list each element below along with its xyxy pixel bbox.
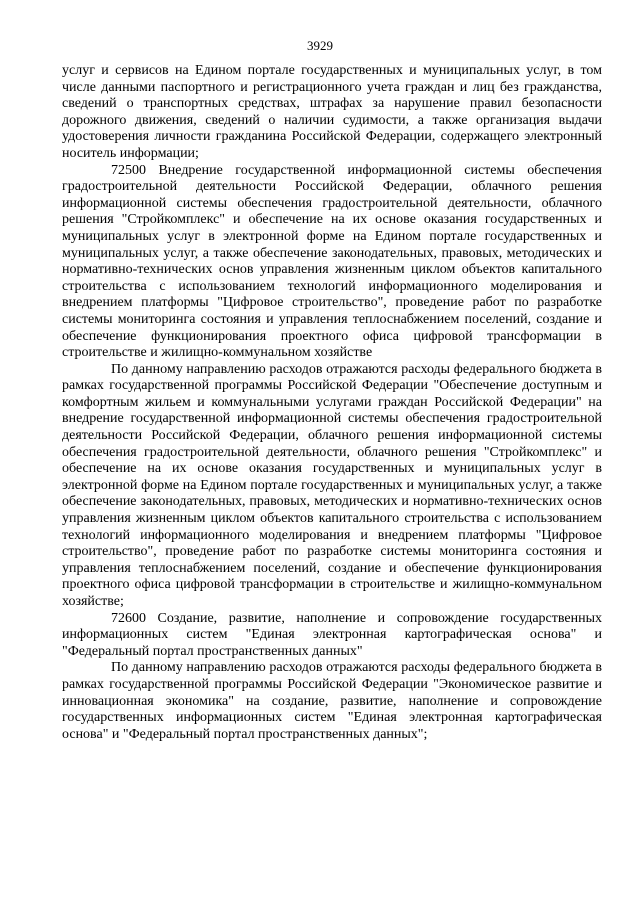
paragraph-72600-description: По данному направлению расходов отражаются расходы федерального бюджета в рамках государственной программы Российской Федерации "Экономическое развитие и инновационная экономика" на создание, развитие, наполнение и сопровождение государственных информационных систем "Единая электронная картографическая основа" и "Федеральный портал пространственных данных"; (62, 660, 602, 742)
paragraph-72500-description: По данному направлению расходов отражаются расходы федерального бюджета в рамках государственной программы Российской Федерации "Обеспечение доступным и комфортным жильем и коммунальными услугами граждан Российской Федерации" на внедрение государственной информационной системы обеспечения градостроительной деятельности Российской Федерации, облачного решения информационной системы обеспечения градостроительной деятельности, облачного решения "Стройкомплекс" и обеспечение на их основе оказания государственных и муниципальных услуг в электронной форме на Едином портале государственных и муниципальных услуг, а также обеспечение законодательных, правовых, методических и нормативно-технических основ управления жизненным циклом объектов капитального строительства с использованием технологий информационного моделирования и внедрением платформы "Цифровое строительство", проведение работ по разработке системы мониторинга состояния и управления теплоснабжением поселений, создание и обеспечение функционирования проектного офиса цифровой трансформации в строительстве и жилищно-коммунальном хозяйстве; (62, 361, 602, 609)
document-body (62, 63, 602, 743)
paragraph-code-72600: 72600 Создание, развитие, наполнение и сопровождение государственных информационных систем "Единая электронная картографическая основа" и "Федеральный портал пространственных данных" (62, 610, 602, 659)
page-number: 3929 (307, 38, 333, 53)
paragraph-code-72500: 72500 Внедрение государственной информационной системы обеспечения градостроительной деятельности Российской Федерации, облачного решения информационной системы обеспечения градостроительной деятельности, облачного решения "Стройкомплекс" и обеспечение на их основе оказания государственных и муниципальных услуг в электронной форме на Едином портале государственных и муниципальных услуг, а также обеспечение законодательных, правовых, методических и нормативно-технических основ управления жизненным циклом объектов капитального строительства с использованием технологий информационного моделирования и внедрением платформы "Цифровое строительство", проведение работ по разработке системы мониторинга состояния и управления теплоснабжением поселений, создание и обеспечение функционирования проектного офиса цифровой трансформации в строительстве и жилищно-коммунальном хозяйстве (62, 162, 602, 361)
paragraph-continuation: услуг и сервисов на Едином портале государственных и муниципальных услуг, в том числе данными паспортного и регистрационного учета граждан и лиц без гражданства, сведений о транспортных средствах, штрафах за нарушение правил безопасности дорожного движения, сведений о наличии судимости, а также организация выдачи удостоверения личности гражданина Российской Федерации, содержащего электронный носитель информации; (62, 63, 602, 161)
